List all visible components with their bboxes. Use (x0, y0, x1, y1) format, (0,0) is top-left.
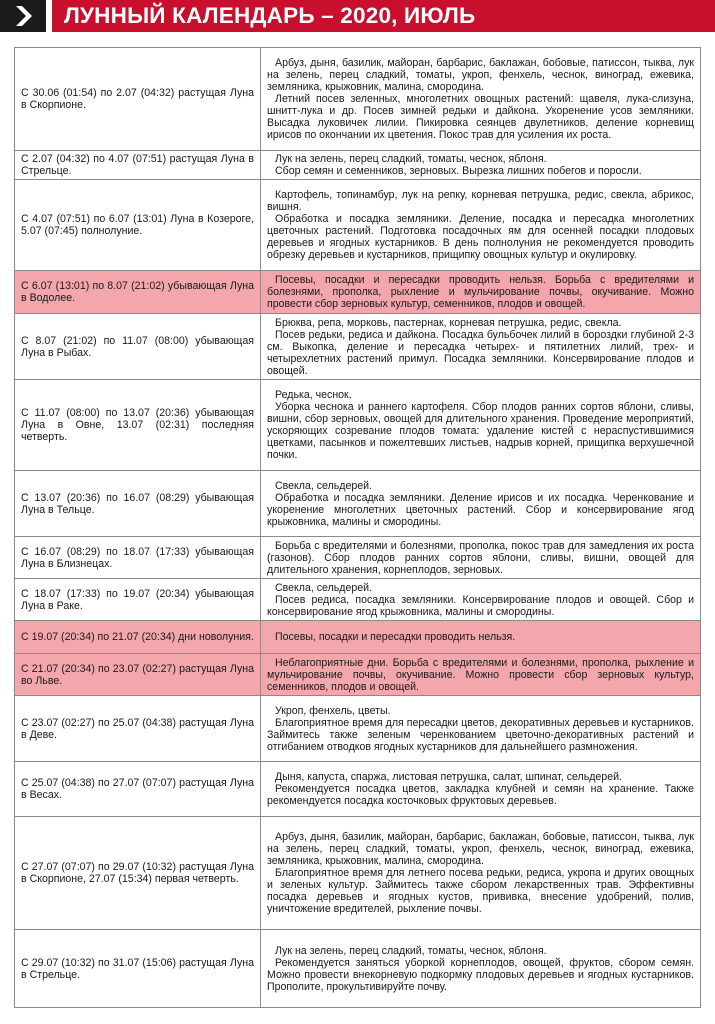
work-line: Неблагоприятные дни. Борьба с вредителями и болезнями, прополка, рыхление и мульчирование почвы, окучивание. Можно провести сбор зерновых культур, семенников, плодов и овощей. (267, 656, 694, 693)
work-line: Рекомендуется заняться уборкой корнеплодов, овощей, фруктов, сбором семян. Можно провести внекорневую подкормку плодовых деревьев и ягодных кустарников. Прополите, прокультивируйте почву. (267, 956, 694, 993)
table-row (15, 380, 701, 471)
work-line: Дыня, капуста, спаржа, листовая петрушка, салат, шпинат, сельдерей. (275, 771, 622, 783)
work-cell (261, 180, 701, 271)
title-bar (52, 0, 715, 32)
date-cell: С 4.07 (07:51) по 6.07 (13:01) Луна в Козероге, 5.07 (07:45) полнолуние. (15, 180, 261, 271)
lunar-calendar-table (14, 47, 701, 1008)
work-line: Укроп, фенхель, цветы. (275, 704, 391, 717)
work-line: Посевы, посадки и пересадки проводить нельзя. Борьба с вредителями и болезнями, прополка, рыхление и мульчирование почвы, окучивание. Можно провести сбор зерновых культур, семенников, плодов и овощей. (267, 274, 694, 310)
work-cell (261, 762, 701, 817)
work-line: Благоприятное время для пересадки цветов, декоративных деревьев и кустарников. Займитесь также зеленым черенкованием цветочно-декоративных растений и отгибанием отводков ягодных кустарников для дальнейшего размножения. (267, 716, 694, 753)
page-title: ЛУННЫЙ КАЛЕНДАРЬ – 2020, ИЮЛЬ (64, 3, 476, 28)
work-line: Летний посев зеленных, многолетних овощных растений: щавеля, лука-слизуна, шнитт-лука и др. Посев зимней редьки и дайкона. Укоренение усов земляники. Высадка луковичек лилии. Пикировка сеянцев двулетников, деление корневищ ирисов по окончании их цветения. Покос трав для усиления их роста. (267, 93, 694, 141)
date-cell: С 27.07 (07:07) по 29.07 (10:32) растущая Луна в Скорпионе, 27.07 (15:34) первая четверть. (15, 817, 261, 930)
date-cell: С 21.07 (20:34) по 23.07 (02:27) растущая Луна во Льве. (15, 654, 261, 696)
table-row (15, 151, 701, 180)
date-cell: С 30.06 (01:54) по 2.07 (04:32) растущая Луна в Скорпионе. (15, 48, 261, 151)
table-row (15, 314, 701, 380)
work-line: Сбор семян и семенников, зерновых. Вырезка лишних побегов и поросли. (275, 165, 642, 177)
work-cell (261, 817, 701, 930)
date-cell: С 8.07 (21:02) по 11.07 (08:00) убывающая Луна в Рыбах. (15, 314, 261, 380)
work-line: Посев редьки, редиса и дайкона. Посадка бульбочек лилий в бороздки глубиной 2-3 см. Выкопка, деление и пересадка четырех- и пятилетних лилий, трех- и четырехлетних растений примул. Посадка земляники. Консервирование плодов и овощей. (267, 328, 694, 377)
work-line: Арбуз, дыня, базилик, майоран, барбарис, баклажан, бобовые, патиссон, тыква, лук на зелень, перец сладкий, томаты, укроп, фенхель, чеснок, виноград, ежевика, земляника, крыжовник, малина, смородина. (267, 57, 694, 93)
work-line: Посевы, посадки и пересадки проводить нельзя. (275, 631, 516, 643)
work-cell (261, 471, 701, 537)
date-cell: С 6.07 (13:01) по 8.07 (21:02) убывающая Луна в Водолее. (15, 271, 261, 314)
table-row-highlight (15, 621, 701, 654)
work-line: Лук на зелень, перец сладкий, томаты, чеснок, яблоня. (275, 944, 547, 957)
table-row (15, 696, 701, 762)
work-cell (261, 151, 701, 180)
work-line: Борьба с вредителями и болезнями, прополка, покос трав для замедления их роста (газонов). Сбор плодов ранних сортов яблони, сливы, вишни, овощей для длительного хранения, корнеплодов, зерновых. (267, 539, 694, 576)
work-line: Свекла, сельдерей. (275, 479, 373, 492)
work-cell (261, 380, 701, 471)
work-cell (261, 271, 701, 314)
date-cell: С 18.07 (17:33) по 19.07 (20:34) убывающая Луна в Раке. (15, 579, 261, 621)
work-line: Лук на зелень, перец сладкий, томаты, чеснок, яблоня. (275, 153, 547, 165)
work-line: Уборка чеснока и раннего картофеля. Сбор плодов ранних сортов яблони, сливы, вишни, сбор зерновых, овощей для длительного хранения. Проведение мероприятий, ускоряющих созревание плодов томата: удаление кистей с нераспустившимися цветками, пасынков и пожелтевших листьев, надрыв корней, прищипка верхушечной почки. (267, 401, 694, 461)
work-line: Обработка и посадка земляники. Деление ирисов и их посадка. Черенкование и укоренение многолетних цветочных растений. Сбор и консервирование ягод крыжовника, малины и смородины. (267, 491, 694, 528)
work-cell (261, 621, 701, 654)
work-line: Брюква, репа, морковь, пастернак, корневая петрушка, редис, свекла. (275, 316, 622, 329)
table-row-highlight (15, 271, 701, 314)
work-line: Посев редиса, посадка земляники. Консервирование плодов и овощей. Сбор и консервирование ягод крыжовника, малины и смородины. (267, 593, 694, 618)
table-row (15, 180, 701, 271)
work-cell (261, 579, 701, 621)
work-line: Свекла, сельдерей. (275, 581, 373, 594)
date-cell: С 13.07 (20:36) по 16.07 (08:29) убывающая Луна в Тельце. (15, 471, 261, 537)
work-cell (261, 696, 701, 762)
table-row (15, 817, 701, 930)
date-cell: С 16.07 (08:29) по 18.07 (17:33) убывающая Луна в Близнецах. (15, 537, 261, 579)
table-row (15, 762, 701, 817)
work-line: Редька, чеснок. (275, 389, 352, 401)
page-header (0, 0, 715, 32)
table-row-highlight (15, 654, 701, 696)
work-line: Картофель, топинамбур, лук на репку, корневая петрушка, редис, свекла, абрикос, вишня. (267, 189, 694, 213)
work-cell (261, 314, 701, 380)
table-row (15, 537, 701, 579)
date-cell: С 11.07 (08:00) по 13.07 (20:36) убывающая Луна в Овне, 13.07 (02:31) последняя четверть. (15, 380, 261, 471)
chevron-box (0, 0, 46, 32)
work-line: Арбуз, дыня, базилик, майоран, барбарис, баклажан, бобовые, патиссон, тыква, лук на зелень, перец сладкий, томаты, укроп, фенхель, чеснок, виноград, ежевика, земляника, крыжовник, малина, смородина. (267, 831, 694, 867)
table-row (15, 579, 701, 621)
work-cell (261, 930, 701, 1008)
date-cell: С 29.07 (10:32) по 31.07 (15:06) растущая Луна в Стрельце. (15, 930, 261, 1008)
chevron-right-icon (16, 6, 32, 26)
work-line: Рекомендуется посадка цветов, закладка клубней и семян на хранение. Также рекомендуется посадка косточковых фруктовых деревьев. (267, 783, 694, 807)
work-cell (261, 537, 701, 579)
work-cell (261, 48, 701, 151)
table-row (15, 471, 701, 537)
table-row (15, 48, 701, 151)
work-line: Обработка и посадка земляники. Деление, посадка и пересадка многолетних цветочных растений. Подготовка посадочных ям для осенней посадки плодовых деревьев и ягодных кустарников. В день полнолуния не рекомендуется проводить обрезку деревьев и кустарников, прищипку овощных культур и окулировку. (267, 213, 694, 261)
date-cell: С 25.07 (04:38) по 27.07 (07:07) растущая Луна в Весах. (15, 762, 261, 817)
work-line: Благоприятное время для летнего посева редьки, редиса, укропа и других овощных и зеленых культур. Займитесь также сбором лекарственных трав. Эффективны посадка деревьев и ягодных кустов, прививка, внесение удобрений, полив, уничтожение вредителей, рыхление почвы. (267, 867, 694, 915)
work-cell (261, 654, 701, 696)
table-row (15, 930, 701, 1008)
date-cell: С 2.07 (04:32) по 4.07 (07:51) растущая Луна в Стрельце. (15, 151, 261, 180)
date-cell: С 19.07 (20:34) по 21.07 (20:34) дни новолуния. (15, 621, 261, 654)
date-cell: С 23.07 (02:27) по 25.07 (04:38) растущая Луна в Деве. (15, 696, 261, 762)
